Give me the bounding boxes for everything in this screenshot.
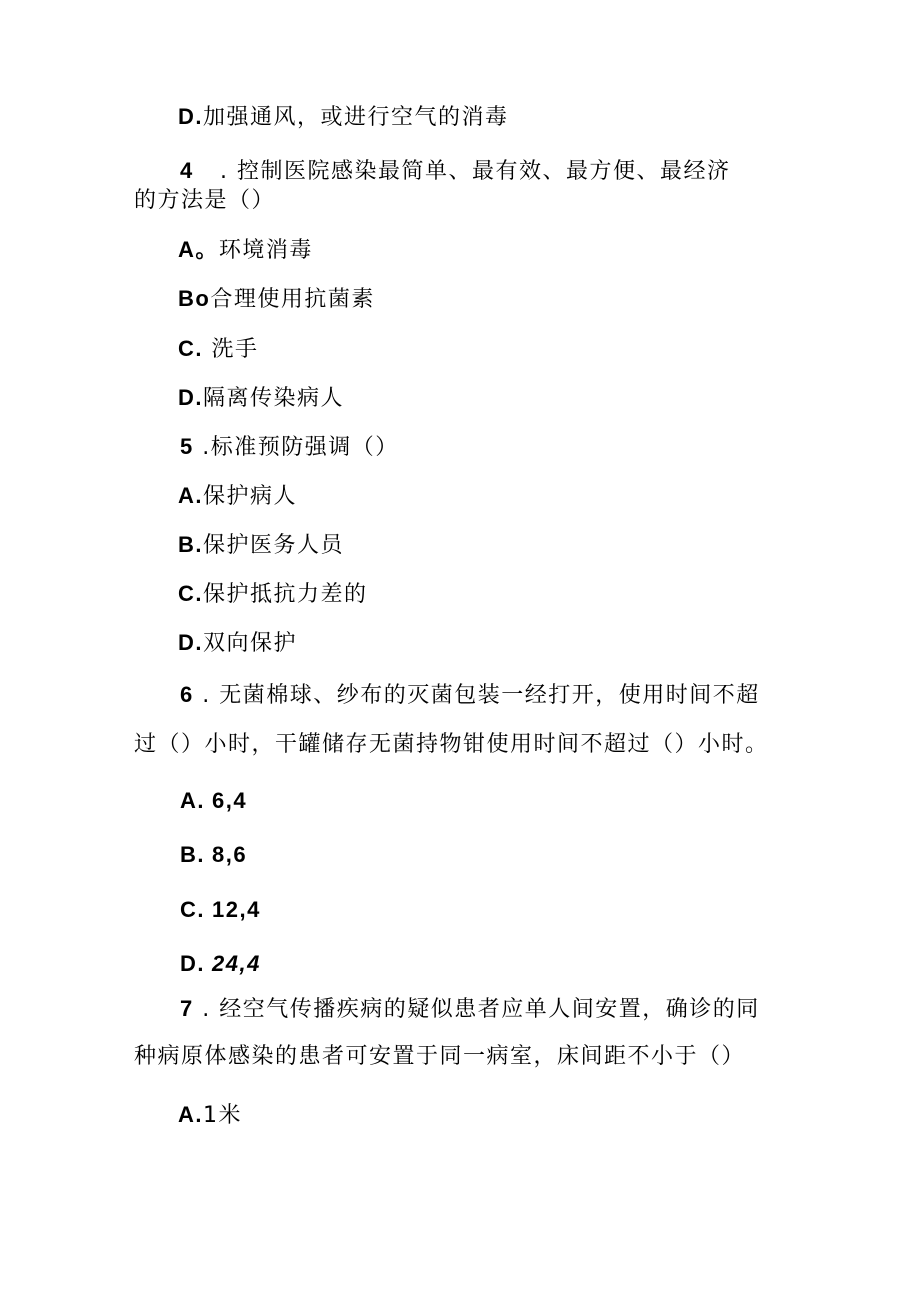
question-text: . 经空气传播疾病的疑似患者应单人间安置，确诊的同 — [193, 997, 760, 1022]
q7-option-a — [178, 1100, 242, 1131]
option-marker: B. — [178, 532, 203, 557]
question-text-continued: 的方法是（） — [134, 188, 276, 213]
option-value: 8,6 — [212, 842, 248, 867]
option-marker: D. — [178, 630, 203, 655]
q6-option-c — [180, 895, 261, 926]
option-d-ventilation — [178, 102, 509, 133]
option-text: 保护医务人员 — [203, 533, 345, 558]
question-text-continued: 种病原体感染的患者可安置于同一病室，床间距不小于（） — [134, 1044, 746, 1069]
question-5 — [180, 432, 399, 463]
question-7-line-2 — [134, 1042, 745, 1072]
option-text: 双向保护 — [203, 631, 298, 656]
q6-option-d — [180, 949, 261, 980]
question-number: 6 — [180, 682, 194, 707]
option-marker: A. — [178, 483, 203, 508]
q4-option-c — [178, 334, 259, 365]
question-text: . 控制医院感染最简单、最有效、最方便、最经济 — [220, 159, 731, 184]
question-number: 4 — [180, 158, 194, 183]
question-number: 5 — [180, 434, 194, 459]
q6-option-a — [180, 786, 247, 817]
question-number: 7 — [180, 996, 194, 1021]
option-marker: D. — [180, 951, 205, 976]
question-text: .标准预防强调（） — [193, 435, 399, 460]
option-marker: C. — [178, 581, 203, 606]
option-value: 6,4 — [212, 788, 248, 813]
option-text: 加强通风，或进行空气的消毒 — [203, 105, 509, 130]
q5-option-b — [178, 530, 344, 561]
q4-option-a — [178, 235, 313, 266]
question-4-line-2 — [134, 186, 275, 216]
q5-option-d — [178, 628, 297, 659]
option-marker: A。 — [178, 237, 219, 262]
question-6-line-1 — [180, 680, 760, 711]
question-7-line-1 — [180, 994, 760, 1025]
q6-option-b — [180, 840, 247, 871]
q4-option-d — [178, 383, 344, 414]
q4-option-b — [178, 284, 375, 315]
option-marker: C. — [178, 336, 203, 361]
question-4-line-1 — [180, 156, 731, 187]
option-marker: C. — [180, 897, 205, 922]
option-text: 洗手 — [203, 337, 259, 362]
option-marker: D. — [178, 104, 203, 129]
option-marker: D. — [178, 385, 203, 410]
option-value: 24,4 — [212, 951, 261, 976]
option-marker: A. — [180, 788, 205, 813]
q5-option-c — [178, 579, 368, 610]
option-text: 保护抵抗力差的 — [203, 582, 368, 607]
q5-option-a — [178, 481, 297, 512]
option-marker: A. — [178, 1102, 203, 1127]
question-text: . 无菌棉球、纱布的灭菌包装一经打开，使用时间不超 — [193, 683, 760, 708]
option-text: 1米 — [203, 1103, 242, 1128]
option-marker: B. — [180, 842, 205, 867]
option-marker: Bo — [178, 286, 211, 311]
question-6-line-2 — [134, 730, 769, 760]
option-text: 合理使用抗菌素 — [210, 287, 375, 312]
option-text: 环境消毒 — [218, 238, 313, 263]
option-text: 隔离传染病人 — [203, 386, 345, 411]
option-text: 保护病人 — [203, 484, 298, 509]
question-text-continued: 过（）小时，干罐储存无菌持物钳使用时间不超过（）小时。 — [134, 732, 769, 757]
option-value: 12,4 — [212, 897, 261, 922]
